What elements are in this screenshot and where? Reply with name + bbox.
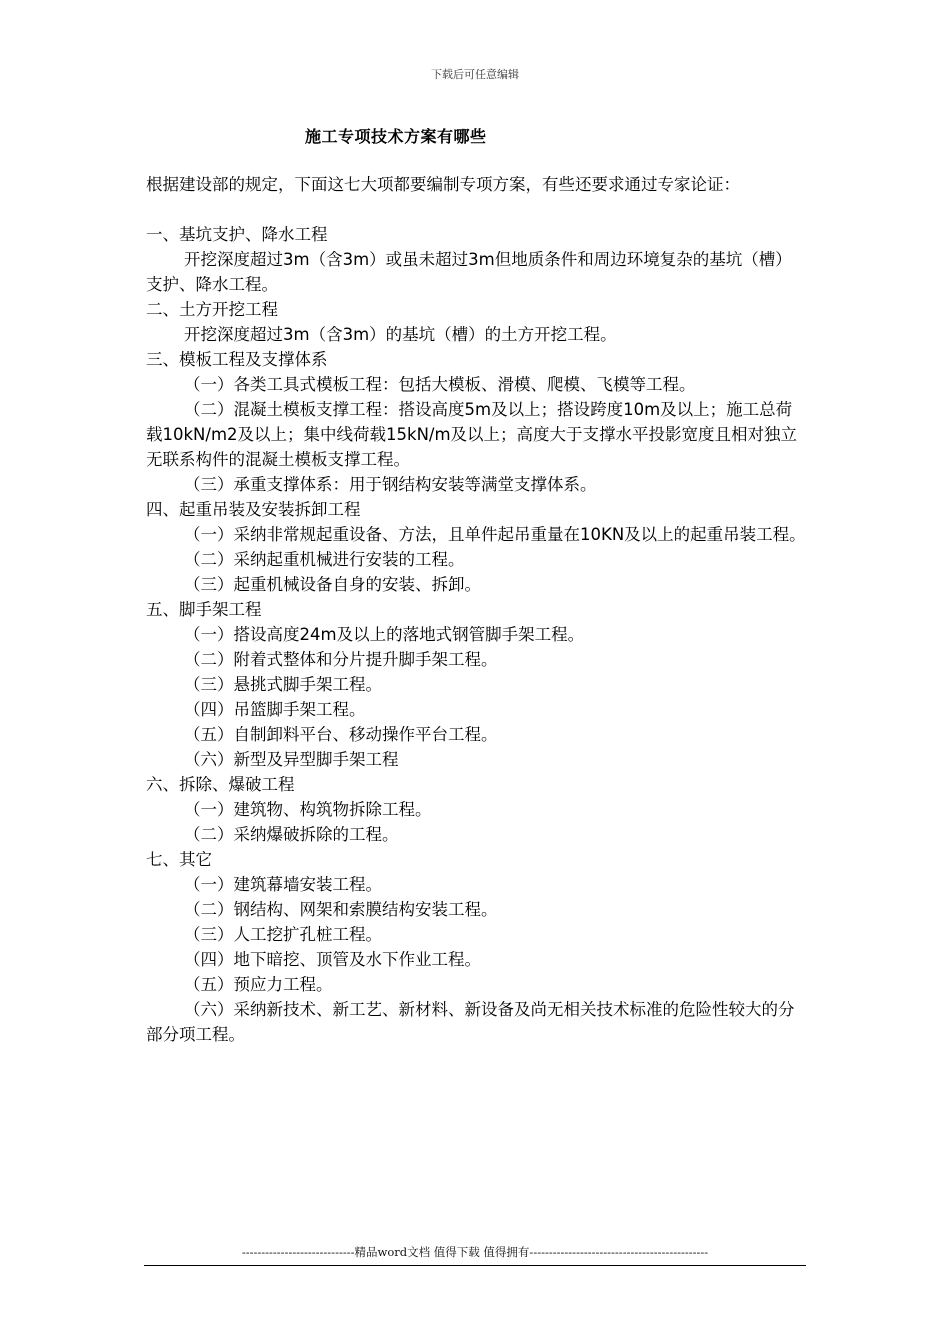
footer-text: -----------------------------精品word文档 值得下载 值得拥有---------------------------------------------- <box>241 1245 709 1259</box>
section-item: （五）预应力工程。 <box>184 975 333 994</box>
intro-paragraph: 根据建设部的规定，下面这七大项都要编制专项方案，有些还要求通过专家论证： <box>146 175 740 194</box>
section-item: （一）建筑物、构筑物拆除工程。 <box>184 800 432 819</box>
section-item: （四）地下暗挖、顶管及水下作业工程。 <box>184 950 481 969</box>
section-item: （二）采纳起重机械进行安装的工程。 <box>184 550 465 569</box>
footer-rule <box>144 1265 806 1266</box>
section-item: （二）钢结构、网架和索膜结构安装工程。 <box>184 900 498 919</box>
section-item: （二）采纳爆破拆除的工程。 <box>184 825 399 844</box>
section-item: （一）搭设高度24m及以上的落地式钢管脚手架工程。 <box>184 625 585 644</box>
section-item: （三）承重支撑体系：用于钢结构安装等满堂支撑体系。 <box>184 475 597 494</box>
section-heading: 三、模板工程及支撑体系 <box>146 350 328 369</box>
section-list <box>146 222 806 1047</box>
section-heading: 二、土方开挖工程 <box>146 300 278 319</box>
section-item: （六）新型及异型脚手架工程 <box>184 750 399 769</box>
section-heading: 四、起重吊装及安装拆卸工程 <box>146 500 361 519</box>
section-item: （四）吊篮脚手架工程。 <box>184 700 366 719</box>
section-heading: 五、脚手架工程 <box>146 600 262 619</box>
section-item: （三）悬挑式脚手架工程。 <box>184 675 382 694</box>
section-item: （一）各类工具式模板工程：包括大模板、滑模、爬模、飞模等工程。 <box>184 375 696 394</box>
section-item: （二）混凝土模板支撑工程：搭设高度5m及以上；搭设跨度10m及以上；施工总荷载10kN/m2及以上；集中线荷载15kN/m及以上；高度大于支撑水平投影宽度且相对独立无联系构件的混凝土模板支撑工程。 <box>146 400 798 469</box>
section-heading: 七、其它 <box>146 850 212 869</box>
document-title: 施工专项技术方案有哪些 <box>305 127 487 146</box>
section-item: （一）建筑幕墙安装工程。 <box>184 875 382 894</box>
page-header: 下载后可任意编辑 <box>431 68 519 81</box>
section-item: （二）附着式整体和分片提升脚手架工程。 <box>184 650 498 669</box>
section-item: 开挖深度超过3m（含3m）的基坑（槽）的土方开挖工程。 <box>184 325 617 344</box>
section-item: （一）采纳非常规起重设备、方法，且单件起吊重量在10KN及以上的起重吊装工程。 <box>184 525 806 544</box>
page-footer <box>144 1244 806 1266</box>
section-item: （三）人工挖扩孔桩工程。 <box>184 925 382 944</box>
section-item: （三）起重机械设备自身的安装、拆卸。 <box>184 575 481 594</box>
section-item: （六）采纳新技术、新工艺、新材料、新设备及尚无相关技术标准的危险性较大的分部分项工程。 <box>146 1000 795 1044</box>
section-heading: 一、基坑支护、降水工程 <box>146 225 328 244</box>
document-body <box>146 172 806 1047</box>
section-item: （五）自制卸料平台、移动操作平台工程。 <box>184 725 498 744</box>
section-heading: 六、拆除、爆破工程 <box>146 775 295 794</box>
section-item: 开挖深度超过3m（含3m）或虽未超过3m但地质条件和周边环境复杂的基坑（槽）支护、降水工程。 <box>146 250 792 294</box>
